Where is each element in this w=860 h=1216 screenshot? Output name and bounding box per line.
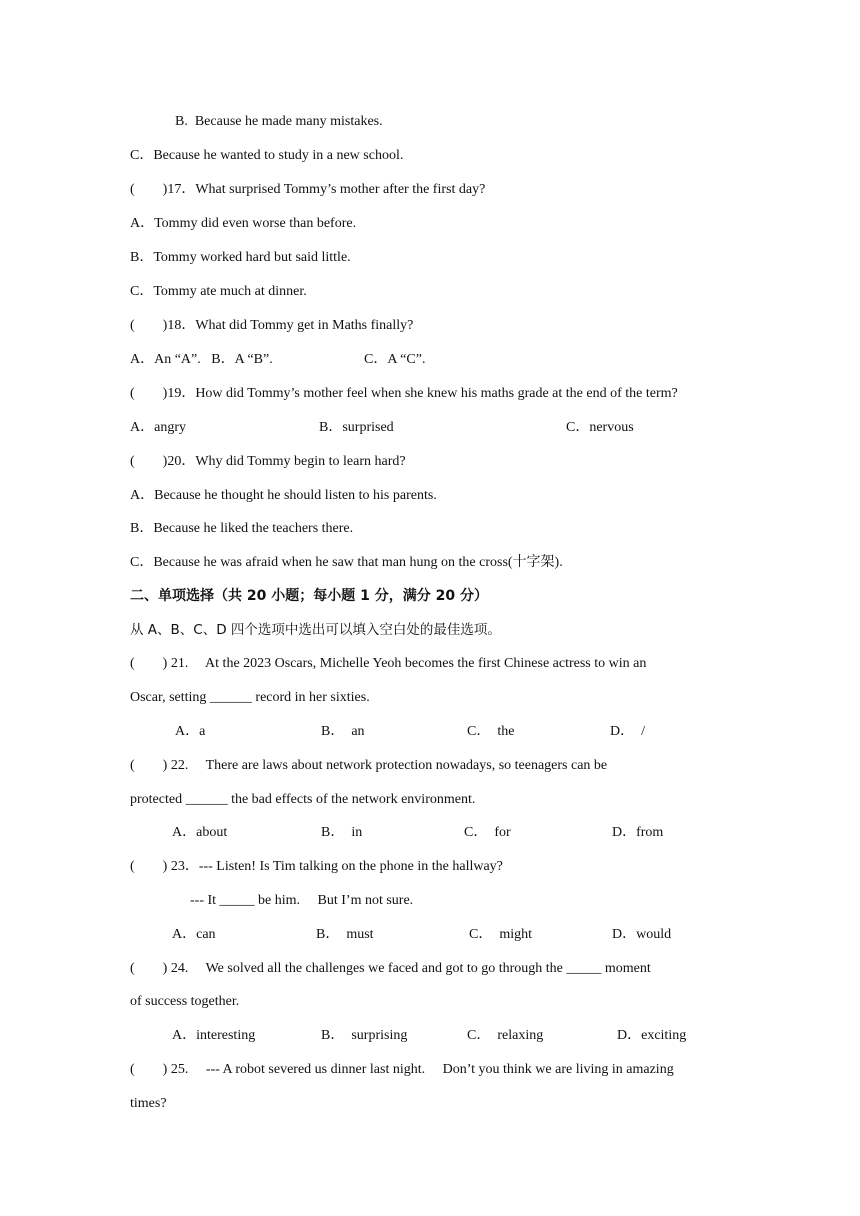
q19-option-a: A．angry: [130, 420, 186, 435]
q18-options-ab: A．An “A”. B．A “B”.: [130, 352, 273, 367]
q19-stem: ( )19．How did Tommy’s mother feel when she knew his maths grade at the end of the term?: [130, 386, 678, 401]
q24-option-d: D．exciting: [617, 1028, 687, 1043]
q22-option-c: C． for: [464, 825, 511, 840]
q17-option-a: A．Tommy did even worse than before.: [130, 216, 357, 231]
q23-option-b: B． must: [316, 927, 374, 942]
q25-stem-line1: ( ) 25. --- A robot severed us dinner last night. Don’t you think we are living in amazing: [130, 1062, 674, 1077]
q24-stem-line2: of success together.: [130, 994, 240, 1009]
q22-stem-line1: ( ) 22. There are laws about network protection nowadays, so teenagers can be: [130, 758, 608, 773]
q22-stem-line2: protected ______ the bad effects of the network environment.: [130, 792, 476, 807]
q24-option-c: C． relaxing: [467, 1028, 544, 1043]
q20-stem: ( )20．Why did Tommy begin to learn hard?: [130, 454, 406, 469]
q23-option-a: A．can: [172, 927, 216, 942]
q17-option-c: C．Tommy ate much at dinner.: [130, 284, 307, 299]
q19-option-b: B．surprised: [319, 420, 394, 435]
q20-option-b: B．Because he liked the teachers there.: [130, 521, 354, 536]
q21-option-a: A．a: [175, 724, 206, 739]
q21-stem-line2: Oscar, setting ______ record in her sixties.: [130, 690, 370, 705]
q22-option-d: D．from: [612, 825, 664, 840]
section-heading: 二、单项选择（共 20 小题；每小题 1 分，满分 20 分）: [130, 588, 488, 604]
q23-option-c: C． might: [469, 927, 533, 942]
q18-stem: ( )18．What did Tommy get in Maths finally?: [130, 318, 414, 333]
q16-option-c: C．Because he wanted to study in a new school.: [130, 148, 404, 163]
section-instruction: 从 A、B、C、D 四个选项中选出可以填入空白处的最佳选项。: [130, 622, 501, 638]
q24-option-a: A．interesting: [172, 1028, 256, 1043]
q22-option-b: B． in: [321, 825, 363, 840]
q19-option-c: C．nervous: [566, 420, 634, 435]
q16-option-b: B. Because he made many mistakes.: [175, 114, 383, 129]
q17-stem: ( )17．What surprised Tommy’s mother after the first day?: [130, 182, 486, 197]
q23-stem-line1: ( ) 23．--- Listen! Is Tim talking on the phone in the hallway?: [130, 859, 503, 874]
q24-option-b: B． surprising: [321, 1028, 408, 1043]
q25-stem-line2: times?: [130, 1096, 167, 1111]
q18-option-c: C．A “C”.: [364, 352, 426, 367]
q20-option-c: C．Because he was afraid when he saw that man hung on the cross(十字架).: [130, 555, 563, 570]
q23-stem-line2: --- It _____ be him. But I’m not sure.: [190, 893, 414, 908]
q21-option-c: C． the: [467, 724, 515, 739]
q22-option-a: A．about: [172, 825, 228, 840]
q21-option-d: D． /: [610, 724, 645, 739]
q17-option-b: B．Tommy worked hard but said little.: [130, 250, 351, 265]
q21-stem-line1: ( ) 21. At the 2023 Oscars, Michelle Yeoh becomes the first Chinese actress to win an: [130, 656, 647, 671]
q23-option-d: D．would: [612, 927, 672, 942]
q24-stem-line1: ( ) 24. We solved all the challenges we faced and got to go through the _____ moment: [130, 961, 651, 976]
q20-option-a: A．Because he thought he should listen to his parents.: [130, 488, 437, 503]
q21-option-b: B． an: [321, 724, 365, 739]
